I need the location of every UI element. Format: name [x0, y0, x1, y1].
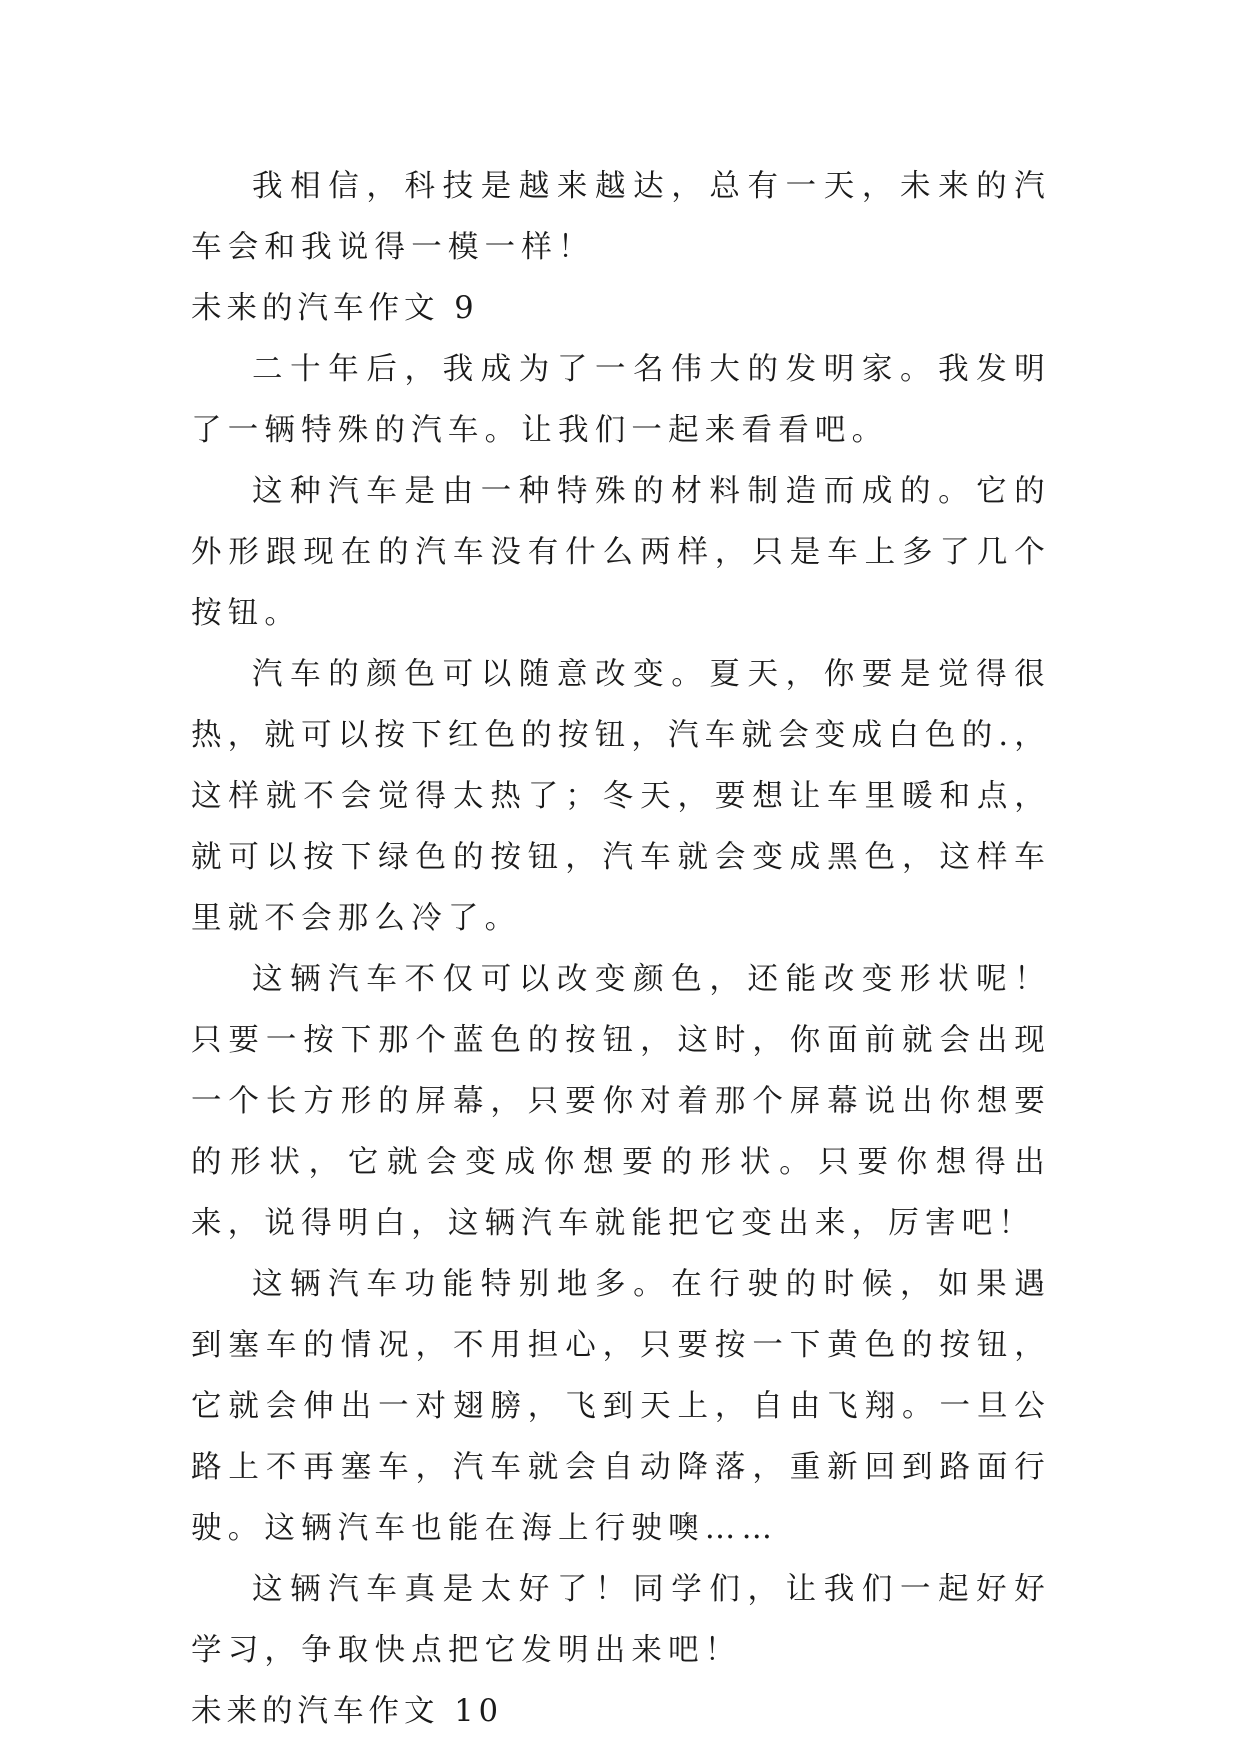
paragraph: 这辆汽车功能特别地多。在行驶的时候，如果遇到塞车的情况，不用担心，只要按一下黄色的按钮，它就会伸出一对翅膀，飞到天上，自由飞翔。一旦公路上不再塞车，汽车就会自动降落，重新回到路面行驶。这辆汽车也能在海上行驶噢……	[191, 1267, 1051, 1546]
essay-heading: 未来的汽车作文 10	[191, 1694, 504, 1729]
essay-heading: 未来的汽车作文 9	[191, 291, 479, 326]
document-page	[191, 156, 1051, 1742]
paragraph: 二十年后，我成为了一名伟大的发明家。我发明了一辆特殊的汽车。让我们一起来看看吧。	[191, 352, 1051, 448]
paragraph: 汽车的颜色可以随意改变。夏天，你要是觉得很热，就可以按下红色的按钮，汽车就会变成白色的.，这样就不会觉得太热了；冬天，要想让车里暖和点，就可以按下绿色的按钮，汽车就会变成黑色，这样车里就不会那么冷了。	[191, 657, 1051, 936]
paragraph: 这种汽车是由一种特殊的材料制造而成的。它的外形跟现在的汽车没有什么两样，只是车上多了几个按钮。	[191, 474, 1051, 631]
paragraph: 这辆汽车真是太好了！同学们，让我们一起好好学习，争取快点把它发明出来吧！	[191, 1572, 1051, 1668]
paragraph: 这辆汽车不仅可以改变颜色，还能改变形状呢！只要一按下那个蓝色的按钮，这时，你面前就会出现一个长方形的屏幕，只要你对着那个屏幕说出你想要的形状，它就会变成你想要的形状。只要你想得出来，说得明白，这辆汽车就能把它变出来，厉害吧！	[191, 962, 1051, 1241]
paragraph: 我相信，科技是越来越达，总有一天，未来的汽车会和我说得一模一样！	[191, 169, 1051, 265]
